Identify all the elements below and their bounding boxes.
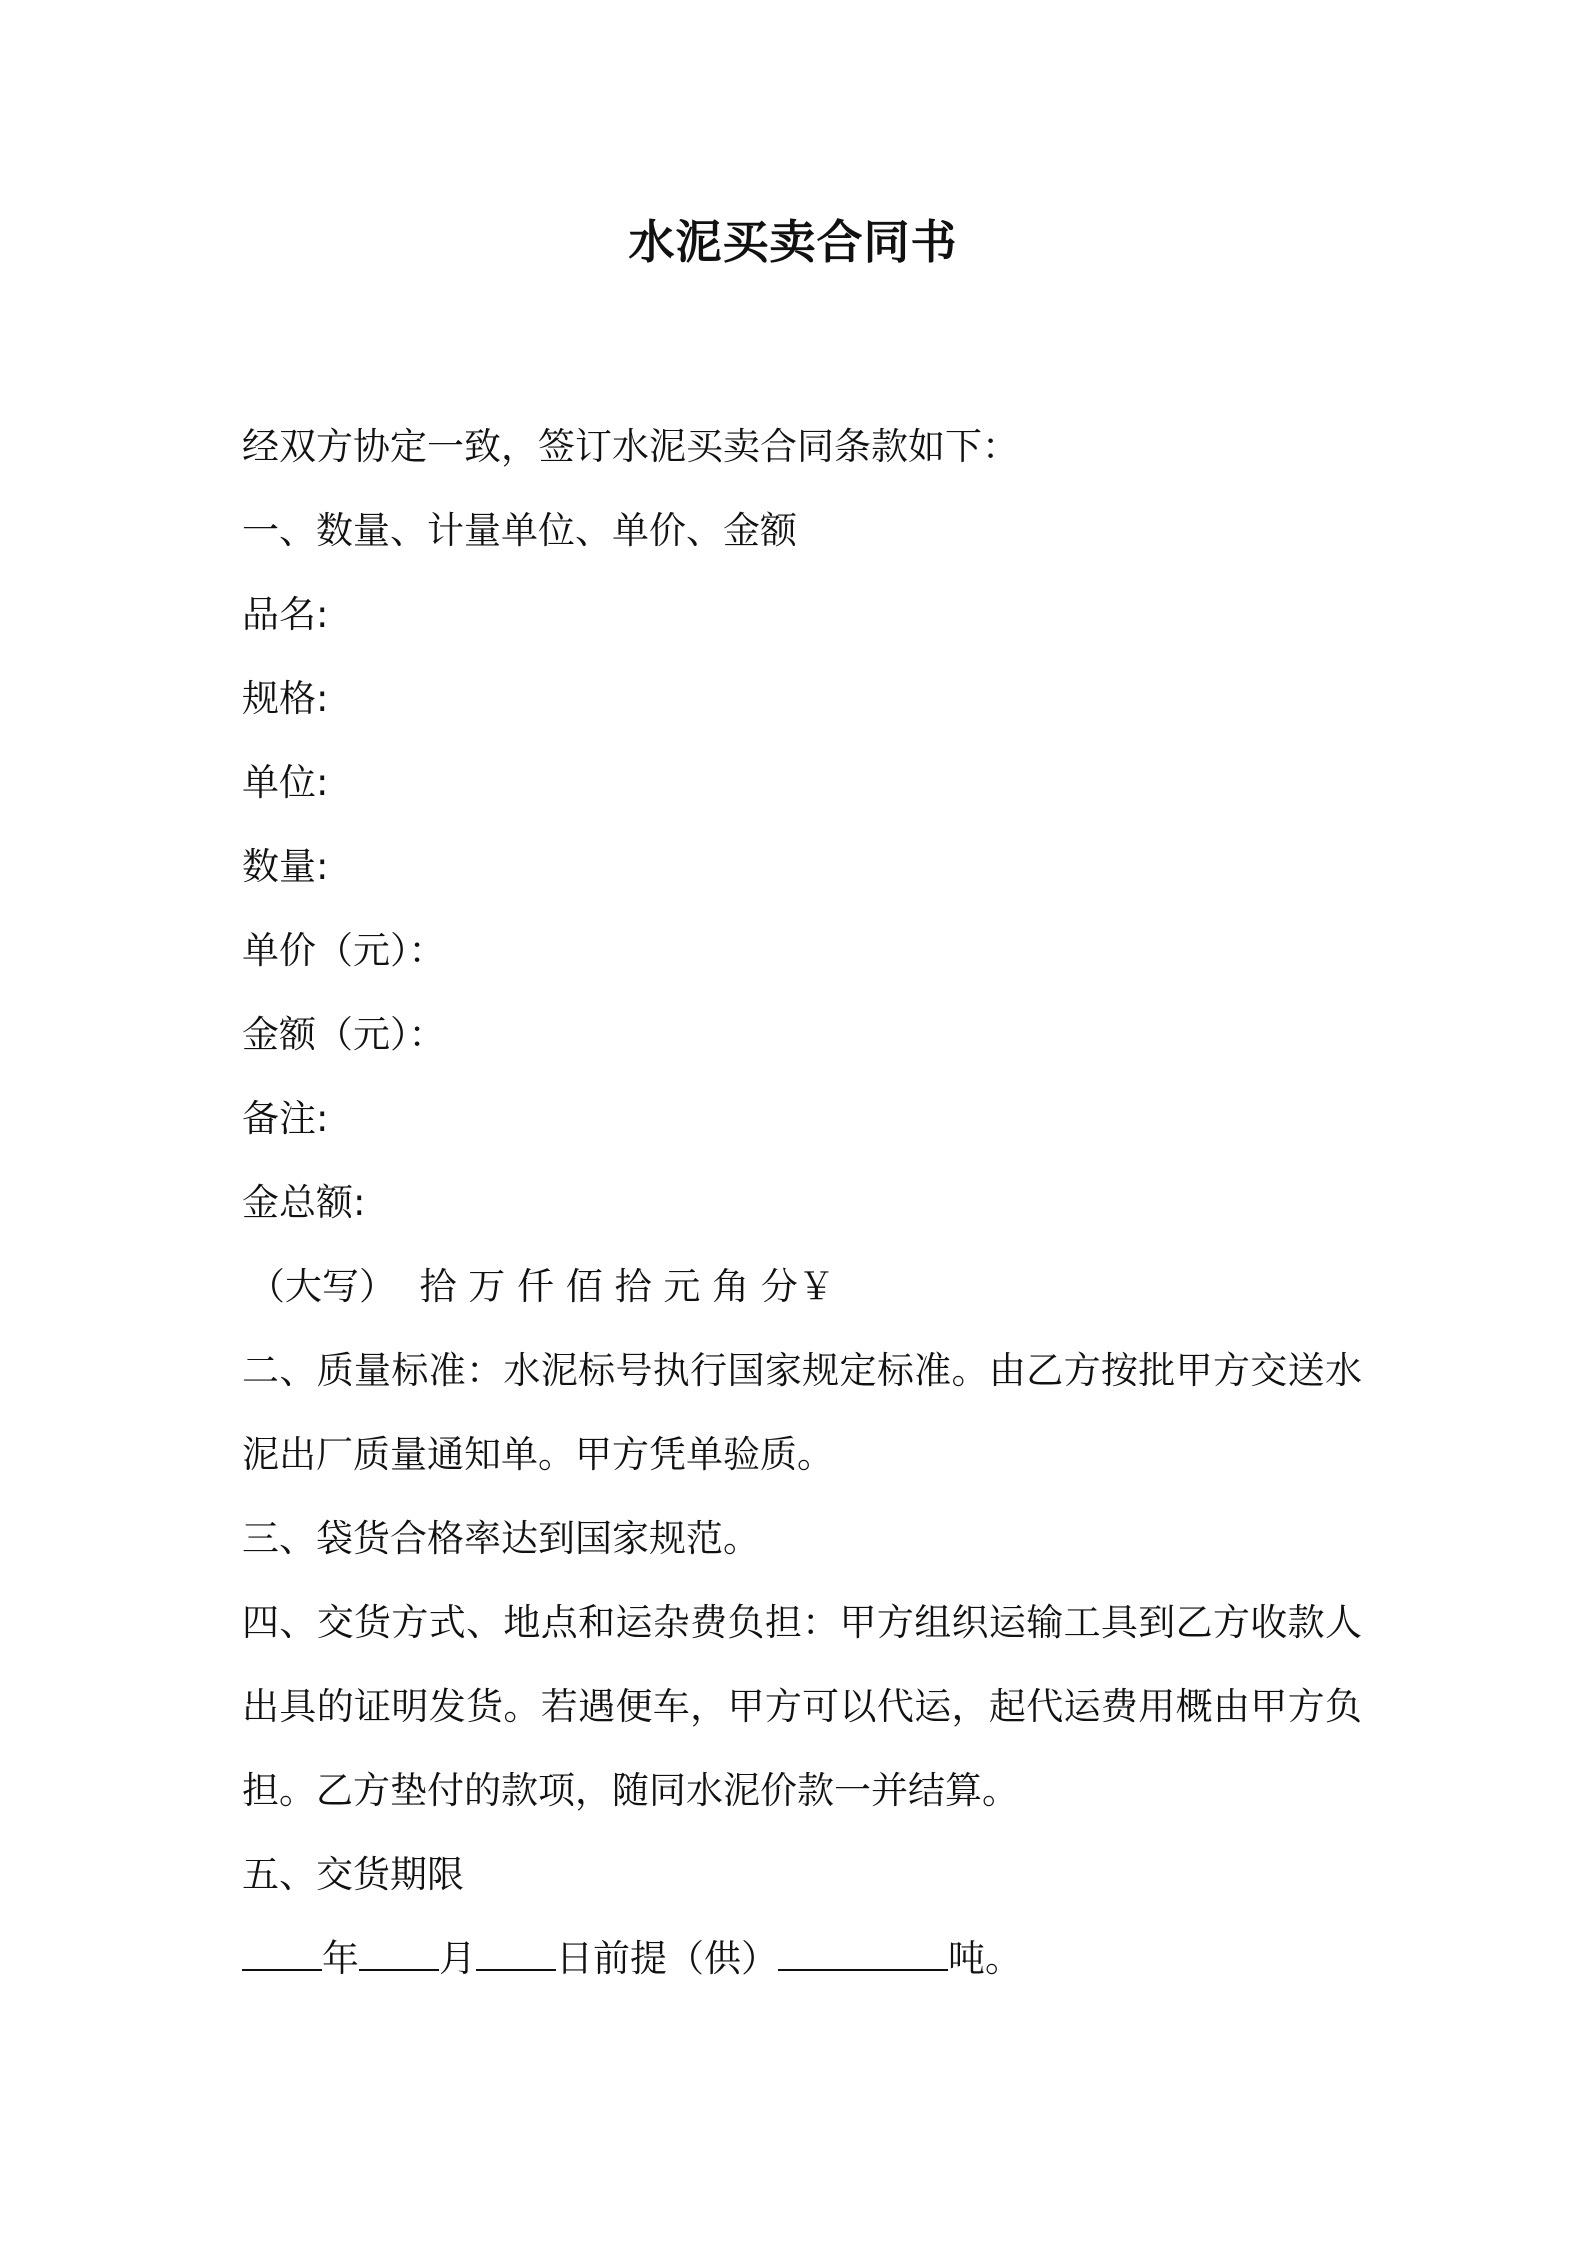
section3-text: 三、袋货合格率达到国家规范。 xyxy=(242,1517,760,1560)
section5-heading: 五、交货期限 xyxy=(242,1853,464,1896)
document-title: 水泥买卖合同书 xyxy=(628,215,958,269)
month-label: 月 xyxy=(439,1937,476,1980)
field-product-name: 品名: xyxy=(242,593,329,636)
delivery-date-row xyxy=(242,1917,1362,2001)
year-blank xyxy=(242,1939,322,1971)
field-unit: 单位: xyxy=(242,761,329,804)
field-amount: 金额（元）： xyxy=(242,1013,446,1056)
tonnage-unit: 吨。 xyxy=(948,1937,1022,1980)
field-total-amount: 金总额: xyxy=(242,1181,366,1224)
section2-text: 二、质量标准：水泥标号执行国家规定标准。由乙方按批甲方交送水泥出厂质量通知单。甲方凭单验质。 xyxy=(242,1349,1362,1476)
day-label: 日前提（供） xyxy=(556,1937,778,1980)
field-quantity: 数量: xyxy=(242,845,329,888)
field-unit-price: 单价（元）： xyxy=(242,929,446,972)
month-blank xyxy=(359,1939,439,1971)
field-remarks: 备注: xyxy=(242,1097,329,1140)
section4-text: 四、交货方式、地点和运杂费负担：甲方组织运输工具到乙方收款人出具的证明发货。若遇便车，甲方可以代运，起代运费用概由甲方负担。乙方垫付的款项，随同水泥价款一并结算。 xyxy=(242,1601,1362,1812)
document-body xyxy=(242,405,1362,2001)
field-specification: 规格: xyxy=(242,677,329,720)
intro-text: 经双方协定一致，签订水泥买卖合同条款如下： xyxy=(242,425,1019,468)
section1-heading: 一、数量、计量单位、单价、金额 xyxy=(242,509,797,552)
capital-amount-line: （大写） 拾 万 仟 佰 拾 元 角 分￥ xyxy=(248,1265,835,1308)
day-blank xyxy=(476,1939,556,1971)
year-label: 年 xyxy=(322,1937,359,1980)
tonnage-blank xyxy=(778,1939,948,1971)
